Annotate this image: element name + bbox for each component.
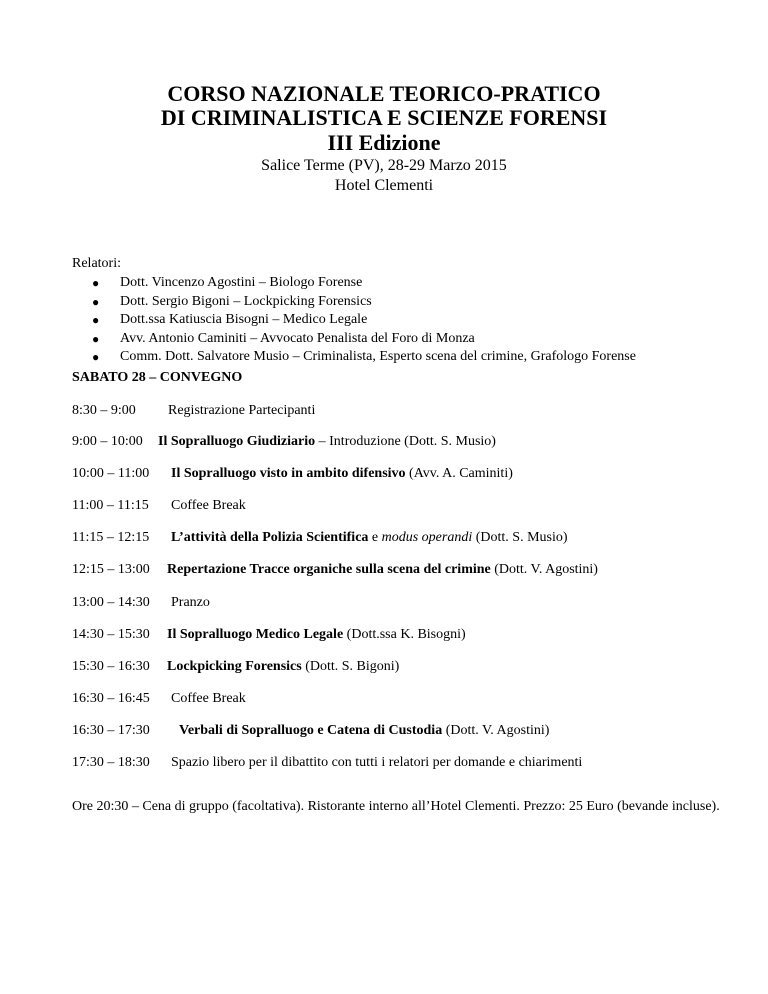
schedule-title: L’attività della Polizia Scientifica bbox=[171, 530, 369, 545]
schedule-row bbox=[72, 529, 568, 547]
speaker-text: Avv. Antonio Caminiti – Avvocato Penalista del Foro di Monza bbox=[120, 330, 475, 346]
speakers-list bbox=[72, 274, 752, 367]
schedule-title: Il Sopralluogo visto in ambito difensivo bbox=[171, 466, 406, 481]
schedule-row bbox=[72, 402, 315, 420]
venue: Hotel Clementi bbox=[334, 177, 434, 194]
speaker-item bbox=[72, 348, 752, 367]
schedule-time: 11:00 – 11:15 bbox=[72, 498, 149, 513]
schedule-text: Coffee Break bbox=[171, 691, 246, 706]
bullet-icon: ● bbox=[92, 350, 100, 364]
dinner-note: Ore 20:30 – Cena di gruppo (facoltativa). Ristorante interno all’Hotel Clementi. Prezzo: 25 Euro (bevande incluse). bbox=[72, 799, 720, 814]
schedule-row bbox=[72, 690, 246, 708]
bullet-icon: ● bbox=[92, 313, 100, 327]
schedule-time: 16:30 – 16:45 bbox=[72, 691, 150, 706]
bullet-icon: ● bbox=[92, 276, 100, 290]
speaker-item bbox=[72, 311, 752, 330]
schedule-time: 15:30 – 16:30 bbox=[72, 659, 150, 674]
schedule-text: e bbox=[368, 530, 382, 545]
schedule-time: 14:30 – 15:30 bbox=[72, 627, 150, 642]
schedule-row bbox=[72, 465, 513, 483]
schedule-text: (Dott. V. Agostini) bbox=[490, 562, 598, 577]
schedule-italic: modus operandi bbox=[381, 530, 473, 545]
schedule-row bbox=[72, 626, 466, 644]
schedule-text: Coffee Break bbox=[171, 498, 246, 513]
schedule-row bbox=[72, 658, 399, 676]
schedule-text: (Dott. V. Agostini) bbox=[442, 723, 550, 738]
schedule-time: 16:30 – 17:30 bbox=[72, 723, 150, 738]
schedule-time: 8:30 – 9:00 bbox=[72, 403, 136, 418]
day-heading: SABATO 28 – CONVEGNO bbox=[72, 370, 243, 385]
document-header bbox=[0, 82, 768, 196]
location-date: Salice Terme (PV), 28-29 Marzo 2015 bbox=[261, 157, 507, 174]
speaker-text: Dott.ssa Katiuscia Bisogni – Medico Legale bbox=[120, 312, 368, 327]
schedule-row bbox=[72, 561, 598, 579]
schedule-text: (Avv. A. Caminiti) bbox=[405, 466, 513, 481]
schedule-text: Registrazione Partecipanti bbox=[168, 403, 316, 418]
schedule-time: 9:00 – 10:00 bbox=[72, 434, 143, 449]
bullet-icon: ● bbox=[92, 331, 100, 346]
speaker-text: Dott. Vincenzo Agostini – Biologo Forense bbox=[120, 275, 363, 290]
speaker-text: Comm. Dott. Salvatore Musio – Criminalista, Esperto scena del crimine, Grafologo Forense bbox=[120, 349, 636, 364]
speaker-text: Dott. Sergio Bigoni – Lockpicking Forensics bbox=[120, 293, 372, 309]
schedule-row bbox=[72, 722, 549, 740]
title-line-2: DI CRIMINALISTICA E SCIENZE FORENSI bbox=[160, 105, 608, 130]
schedule-title: Repertazione Tracce organiche sulla scena del crimine bbox=[167, 562, 491, 577]
schedule-row bbox=[72, 433, 496, 451]
schedule-text: (Dott. S. Bigoni) bbox=[301, 659, 400, 674]
bullet-icon: ● bbox=[92, 294, 100, 309]
schedule-row bbox=[72, 497, 246, 515]
speaker-item bbox=[72, 293, 752, 312]
schedule-row bbox=[72, 594, 210, 612]
speakers-label: Relatori: bbox=[72, 256, 121, 271]
schedule-text: Pranzo bbox=[171, 595, 210, 610]
schedule-title: Verbali di Sopralluogo e Catena di Custodia bbox=[179, 723, 443, 738]
title-line-1: CORSO NAZIONALE TEORICO-PRATICO bbox=[167, 81, 601, 106]
schedule-time: 17:30 – 18:30 bbox=[72, 755, 150, 770]
schedule-time: 10:00 – 11:00 bbox=[72, 466, 150, 481]
speakers-section bbox=[72, 255, 752, 367]
schedule-text: – Introduzione (Dott. S. Musio) bbox=[315, 434, 496, 449]
schedule-time: 12:15 – 13:00 bbox=[72, 562, 150, 577]
speaker-item bbox=[72, 274, 752, 293]
schedule-title: Il Sopralluogo Medico Legale bbox=[167, 627, 344, 642]
schedule-title: Il Sopralluogo Giudiziario bbox=[158, 434, 316, 449]
schedule-after: (Dott. S. Musio) bbox=[472, 530, 568, 545]
speaker-item bbox=[72, 330, 752, 349]
schedule-text: Spazio libero per il dibattito con tutti i relatori per domande e chiarimenti bbox=[171, 755, 583, 770]
edition: III Edizione bbox=[327, 130, 441, 155]
schedule-row bbox=[72, 754, 582, 772]
schedule-title: Lockpicking Forensics bbox=[167, 659, 302, 674]
schedule-time: 11:15 – 12:15 bbox=[72, 530, 150, 545]
schedule-text: (Dott.ssa K. Bisogni) bbox=[343, 627, 466, 642]
schedule-time: 13:00 – 14:30 bbox=[72, 595, 150, 610]
